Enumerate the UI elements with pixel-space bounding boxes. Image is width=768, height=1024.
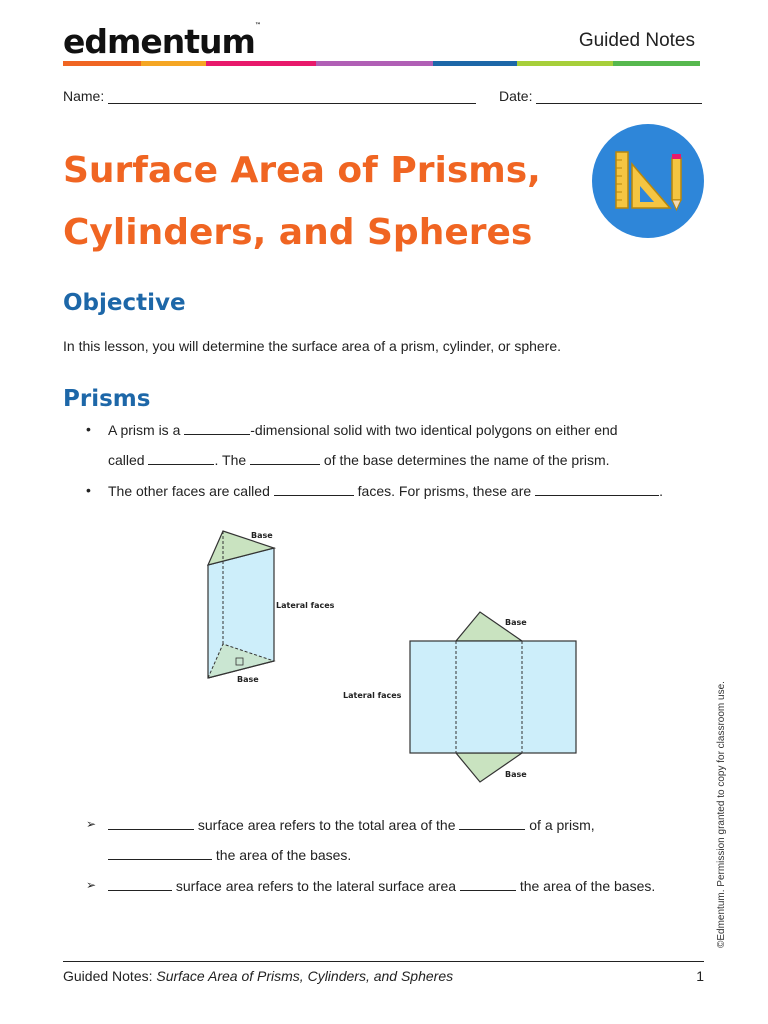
footer-title xyxy=(63,968,453,984)
footer-label: Guided Notes: xyxy=(63,968,153,984)
date-blank-line[interactable] xyxy=(536,89,702,104)
date-field[interactable] xyxy=(499,88,702,104)
net-base-top-label: Base xyxy=(505,618,527,627)
lateral-surface-area-item xyxy=(108,871,708,901)
color-segment xyxy=(517,61,613,66)
fill-in-blank[interactable] xyxy=(108,846,212,860)
prisms-heading: Prisms xyxy=(63,386,151,412)
fill-in-blank[interactable] xyxy=(108,877,172,891)
net-base-bottom-label: Base xyxy=(505,770,527,779)
doc-type-label: Guided Notes xyxy=(578,30,695,51)
page-number: 1 xyxy=(696,968,704,984)
objective-heading: Objective xyxy=(63,290,186,316)
title-line-2: Cylinders, and Spheres xyxy=(63,212,533,253)
color-segment xyxy=(63,61,141,66)
net-lateral-faces xyxy=(410,641,576,753)
fill-in-blank[interactable] xyxy=(459,816,525,830)
name-field[interactable] xyxy=(63,88,476,104)
base-top-label: Base xyxy=(251,531,273,540)
name-blank-line[interactable] xyxy=(108,89,476,104)
text-fragment: the area of the bases. xyxy=(519,878,656,894)
color-segment xyxy=(433,61,517,66)
color-segment xyxy=(316,61,433,66)
text-fragment: The other faces are called xyxy=(108,483,270,499)
fill-in-blank[interactable] xyxy=(108,816,194,830)
color-segment xyxy=(141,61,206,66)
base-bottom-label: Base xyxy=(237,675,259,684)
text-fragment: of a prism, xyxy=(529,817,595,833)
edmentum-logo xyxy=(63,22,260,61)
text-fragment: -dimensional solid with two identical polygons on either end xyxy=(250,422,618,438)
bullet-line xyxy=(108,415,708,445)
arrow-bullet-icon: ➢ xyxy=(86,817,97,831)
text-fragment: called xyxy=(108,452,145,468)
prism-definition-bullet xyxy=(108,415,708,475)
title-line-1: Surface Area of Prisms, xyxy=(63,150,541,191)
triangular-prism-diagram xyxy=(190,520,610,800)
page-title xyxy=(63,140,583,264)
text-fragment: surface area refers to the lateral surface area xyxy=(175,878,457,894)
color-segment xyxy=(206,61,316,66)
color-segment xyxy=(613,61,700,66)
text-fragment: the area of the bases. xyxy=(215,847,352,863)
fill-in-blank[interactable] xyxy=(274,482,354,496)
lateral-faces-bullet xyxy=(108,476,708,506)
footer-doc-title: Surface Area of Prisms, Cylinders, and Spheres xyxy=(156,968,454,984)
text-fragment: of the base determines the name of the prism. xyxy=(323,452,610,468)
text-fragment: A prism is a xyxy=(108,422,181,438)
arrow-bullet-icon: ➢ xyxy=(86,878,97,892)
lateral-faces-label: Lateral faces xyxy=(276,601,335,610)
item-line xyxy=(108,840,708,870)
objective-text: In this lesson, you will determine the surface area of a prism, cylinder, or sphere. xyxy=(63,338,562,354)
fill-in-blank[interactable] xyxy=(184,421,250,435)
bullet-dot: • xyxy=(86,421,91,437)
total-surface-area-item xyxy=(108,810,708,870)
bullet-dot: • xyxy=(86,482,91,498)
text-fragment: . The xyxy=(214,452,247,468)
net-lateral-faces-label: Lateral faces xyxy=(343,691,402,700)
fill-in-blank[interactable] xyxy=(460,877,516,891)
header-color-bar xyxy=(63,61,700,66)
copyright-notice: ©Edmentum. Permission granted to copy for classroom use. xyxy=(716,681,727,948)
item-line xyxy=(108,810,708,840)
fill-in-blank[interactable] xyxy=(535,482,659,496)
fill-in-blank[interactable] xyxy=(250,451,320,465)
text-fragment: . xyxy=(659,483,663,499)
ruler-triangle-pencil-icon xyxy=(592,124,704,238)
text-fragment: surface area refers to the total area of the xyxy=(197,817,456,833)
trademark-mark: ™ xyxy=(254,22,260,29)
name-label: Name: xyxy=(63,88,105,104)
date-label: Date: xyxy=(499,88,533,104)
text-fragment: faces. For prisms, these are xyxy=(357,483,532,499)
logo-text: edmentum xyxy=(63,22,255,61)
bullet-line xyxy=(108,445,708,475)
footer-divider xyxy=(63,961,704,962)
fill-in-blank[interactable] xyxy=(148,451,214,465)
